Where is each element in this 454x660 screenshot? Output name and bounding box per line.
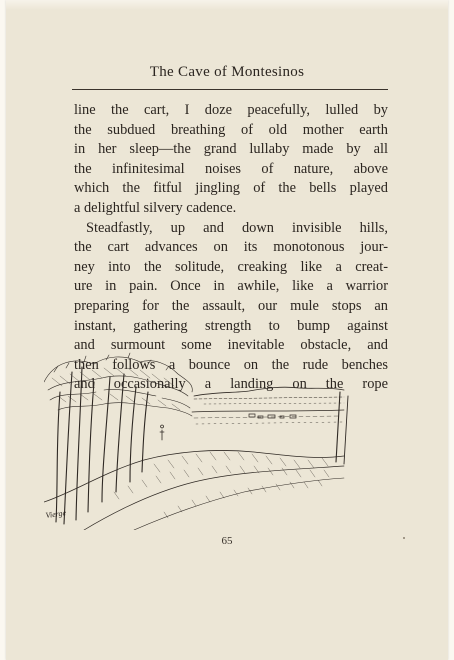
text-line: then follows a bounce on the rude benches [74,356,388,373]
running-head: The Cave of Montesinos [149,64,305,80]
text-line: preparing for the assault, our mule stops an [74,297,388,314]
landscape-illustration [44,352,360,530]
text-line: instant, gathering strength to bump against [74,317,388,334]
text-line: and occasionally a landing on the rope [74,376,388,393]
text-line: ure in pain. Once in awhile, like a warrior [74,278,388,295]
page-number: 65 [221,535,233,547]
paper-speck [403,537,405,539]
text-line: the cart advances on its monotonous jour- [74,239,388,256]
text-line: ney into the solitude, creaking like a creat- [74,258,388,275]
illustration-signature: Vierge [45,508,67,520]
text-line: line the cart, I doze peacefully, lulled by [74,102,388,118]
text-line: which the fitful jingling of the bells played [74,180,388,197]
text-line: and surmount some inevitable obstacle, and [74,337,388,354]
text-line: in her sleep—the grand lullaby made by all [74,141,388,158]
text-line: a delightful silvery cadence. [74,199,237,216]
header-rule [72,89,388,90]
text-line: Steadfastly, up and down invisible hills, [86,219,388,236]
text-line: the infinitesimal noises of nature, above [74,160,388,177]
text-line: the subdued breathing of old mother earth [74,121,388,138]
body-text [74,101,388,395]
page-top-edge [6,0,448,10]
